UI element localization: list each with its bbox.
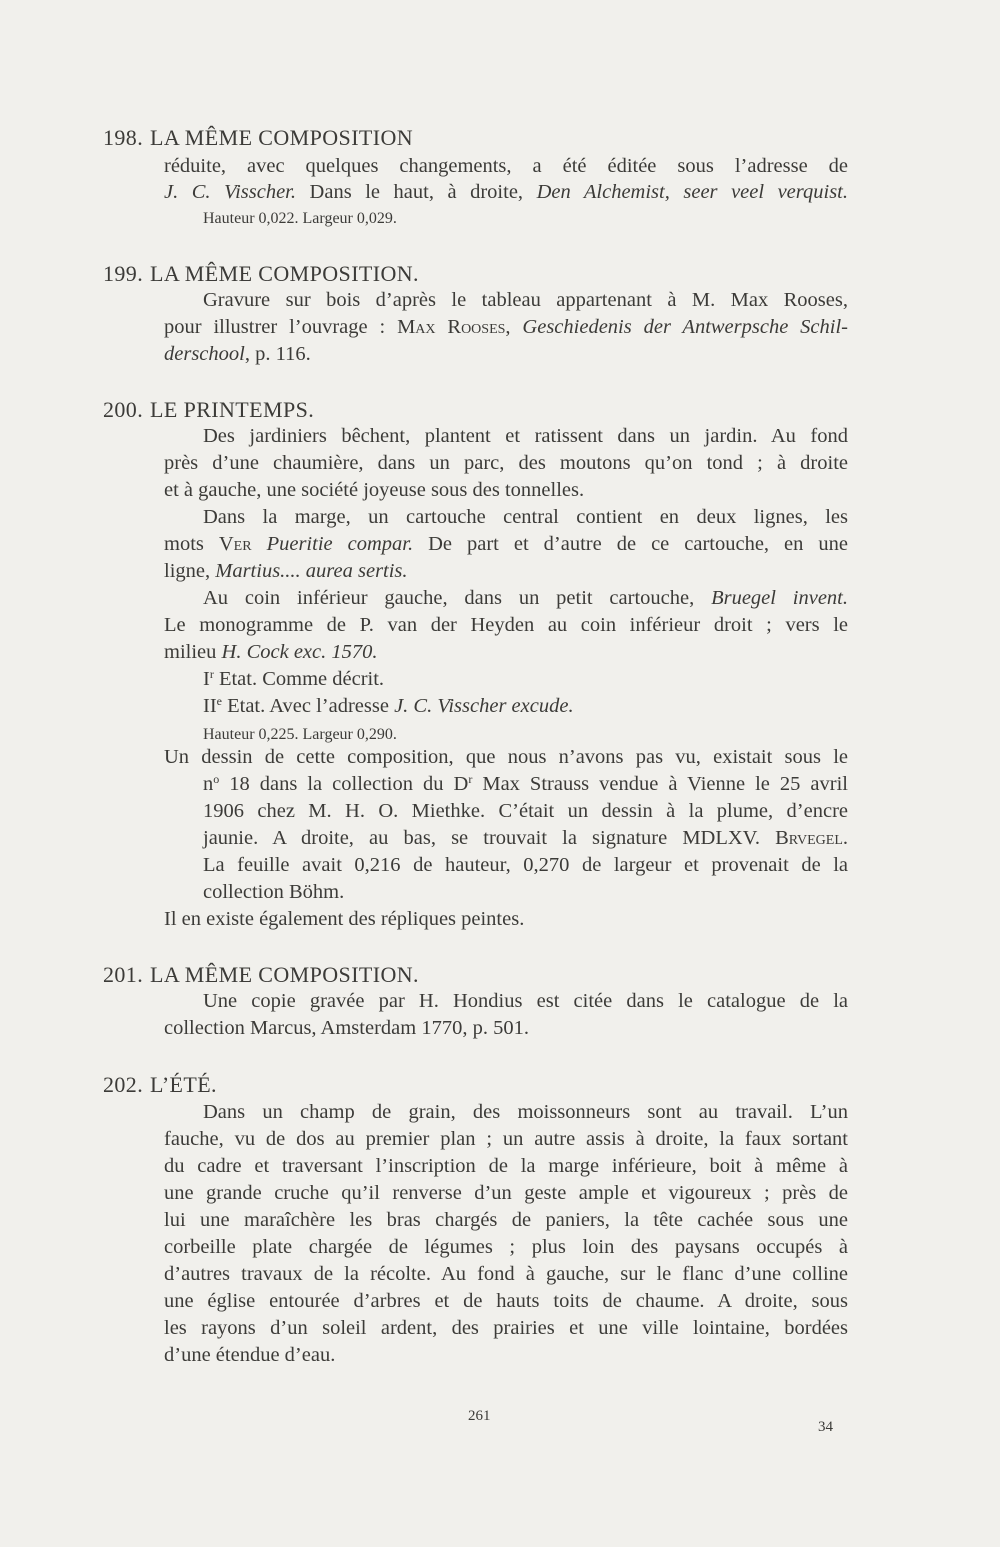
italic-span: Geschiedenis der Antwerpsche Schil- [522,316,848,338]
entry-heading [103,1072,217,1098]
text-line [164,614,848,637]
text-span: Il en existe également des répliques peintes. [164,908,525,930]
page-number: 261 [468,1408,491,1424]
text-line [203,990,848,1013]
text-span: Une copie gravée par H. Hondius est citée dans le catalogue de la [203,990,848,1012]
italic-span: derschool [164,343,245,365]
text-line [164,316,848,339]
text-line [203,506,848,529]
text-line [164,641,378,664]
text-span: une grande cruche qu’il renverse d’un geste ample et vigoureux ; près de [164,1182,848,1204]
italic-span: J. C. Visscher. [164,181,297,203]
italic-span: Martius.... aurea sertis. [215,560,408,582]
text-line [203,425,848,448]
text-line [203,773,848,796]
text-span: jaunie. A droite, au bas, se trouvait la signature [203,827,683,849]
text-span: La feuille avait 0,216 de hauteur, 0,270 de largeur et provenait de la [203,854,848,876]
text-line [203,1101,848,1124]
text-line [164,1155,848,1178]
text-span: près d’une chaumière, dans un parc, des moutons qu’on tond ; à droite [164,452,848,474]
text-line [164,1263,848,1286]
text-line [164,1236,848,1259]
state-line [203,668,384,691]
text-line [164,1128,848,1151]
text-span: les rayons d’un soleil ardent, des prairies et une ville lointaine, bordées [164,1317,848,1339]
entry-title: LA MÊME COMPOSITION. [150,261,419,286]
text-span [760,827,775,849]
entry-heading [103,962,419,988]
text-line [164,746,848,769]
italic-span: Pueritie compar. [266,533,414,555]
text-line [164,908,524,931]
text-span: collection Böhm. [203,881,345,903]
text-span: Dans un champ de grain, des moissonneurs sont au travail. L’un [203,1101,848,1123]
text-line [164,155,848,178]
text-span: d’une étendue d’eau. [164,1344,336,1366]
italic-span: H. Cock exc. 1570. [221,641,378,663]
text-line [164,1290,848,1313]
entry-number: 200. [103,397,144,422]
text-line [164,1209,848,1232]
text-span [252,533,267,555]
text-span: De part et d’autre de ce cartouche, en une [413,533,849,555]
superscript: r [209,667,214,681]
text-span: Etat. Comme décrit. [213,668,385,690]
text-line [164,343,311,366]
text-span: Dans le haut, à droite, [296,181,537,203]
dimensions: Hauteur 0,022. Largeur 0,029. [203,210,397,227]
entry-title: LA MÊME COMPOSITION [150,125,414,150]
italic-span: J. C. Visscher excude. [394,695,574,717]
small-caps-span: Ver [218,533,252,555]
text-span: Max Strauss vendue à Vienne le 25 avril [472,773,848,795]
entry-number: 198. [103,125,144,150]
text-span: Le monogramme de P. van der Heyden au coin inférieur droit ; vers le [164,614,848,636]
entry-title: LA MÊME COMPOSITION. [150,962,419,987]
text-span: , [505,316,523,338]
text-span: milieu [164,641,222,663]
small-caps-span: MDLXV. [682,827,760,849]
text-line [164,560,408,583]
text-line [164,1317,848,1340]
text-line [164,533,848,556]
italic-span: Den Alchemist, seer veel verquist. [536,181,848,203]
entry-number: 199. [103,261,144,286]
text-span: Un dessin de cette composition, que nous n’avons pas vu, existait sous le [164,746,848,768]
entry-heading [103,397,314,423]
text-line [164,1182,848,1205]
text-span: II [203,695,217,717]
superscript: e [216,694,222,708]
text-span: 18 dans la collection du D [219,773,469,795]
text-span: 1906 chez M. H. O. Miethke. C’était un dessin à la plume, d’encre [203,800,848,822]
text-span: une église entourée d’arbres et de hauts toits de chaume. A droite, sous [164,1290,848,1312]
text-span: Des jardiniers bêchent, plantent et ratissent dans un jardin. Au fond [203,425,848,447]
text-span: réduite, avec quelques changements, a été éditée sous l’adresse de [164,155,848,177]
text-span: ligne, [164,560,216,582]
text-span: Au coin inférieur gauche, dans un petit cartouche, [203,587,712,609]
entry-number: 201. [103,962,144,987]
italic-span: Bruegel invent. [711,587,849,609]
superscript: r [468,772,473,786]
text-line [203,854,848,877]
text-span: I [203,668,210,690]
text-span: n [203,773,214,795]
text-line [164,479,584,502]
entry-heading [103,261,419,287]
entry-number: 202. [103,1072,144,1097]
text-line [164,452,848,475]
text-line [203,289,848,312]
signature-mark: 34 [818,1419,833,1435]
text-span: d’autres travaux de la récolte. Au fond à gauche, sur le flanc d’une colline [164,1263,848,1285]
entry-title: L’ÉTÉ. [150,1072,217,1097]
dimensions: Hauteur 0,225. Largeur 0,290. [203,726,397,743]
text-span: Dans la marge, un cartouche central contient en deux lignes, les [203,506,848,528]
text-span: , p. 116. [244,343,311,365]
text-line [203,587,848,610]
text-line [164,1344,335,1367]
text-span: du cadre et traversant l’inscription de la marge inférieure, boit à même à [164,1155,848,1177]
text-span: et à gauche, une société joyeuse sous des tonnelles. [164,479,585,501]
text-line [164,1017,529,1040]
text-span: fauche, vu de dos au premier plan ; un autre assis à droite, la faux sortant [164,1128,848,1150]
text-span: Gravure sur bois d’après le tableau appartenant à M. Max Rooses, [203,289,848,311]
superscript: o [213,772,220,786]
entry-title: LE PRINTEMPS. [150,397,315,422]
text-span: lui une maraîchère les bras chargés de paniers, la tête cachée sous une [164,1209,848,1231]
text-line [164,181,848,204]
text-line [203,827,848,850]
text-span: pour illustrer l’ouvrage : [164,316,398,338]
text-span: corbeille plate chargée de légumes ; plus loin des paysans occupés à [164,1236,848,1258]
text-line [203,800,848,823]
text-line [203,881,344,904]
state-line [203,695,574,718]
small-caps-span: Max Rooses [397,316,506,338]
text-span: Etat. Avec l’adresse [221,695,395,717]
small-caps-span: Brvegel. [775,827,849,849]
text-span: collection Marcus, Amsterdam 1770, p. 501. [164,1017,529,1039]
text-span: mots [164,533,219,555]
entry-heading [103,125,413,151]
